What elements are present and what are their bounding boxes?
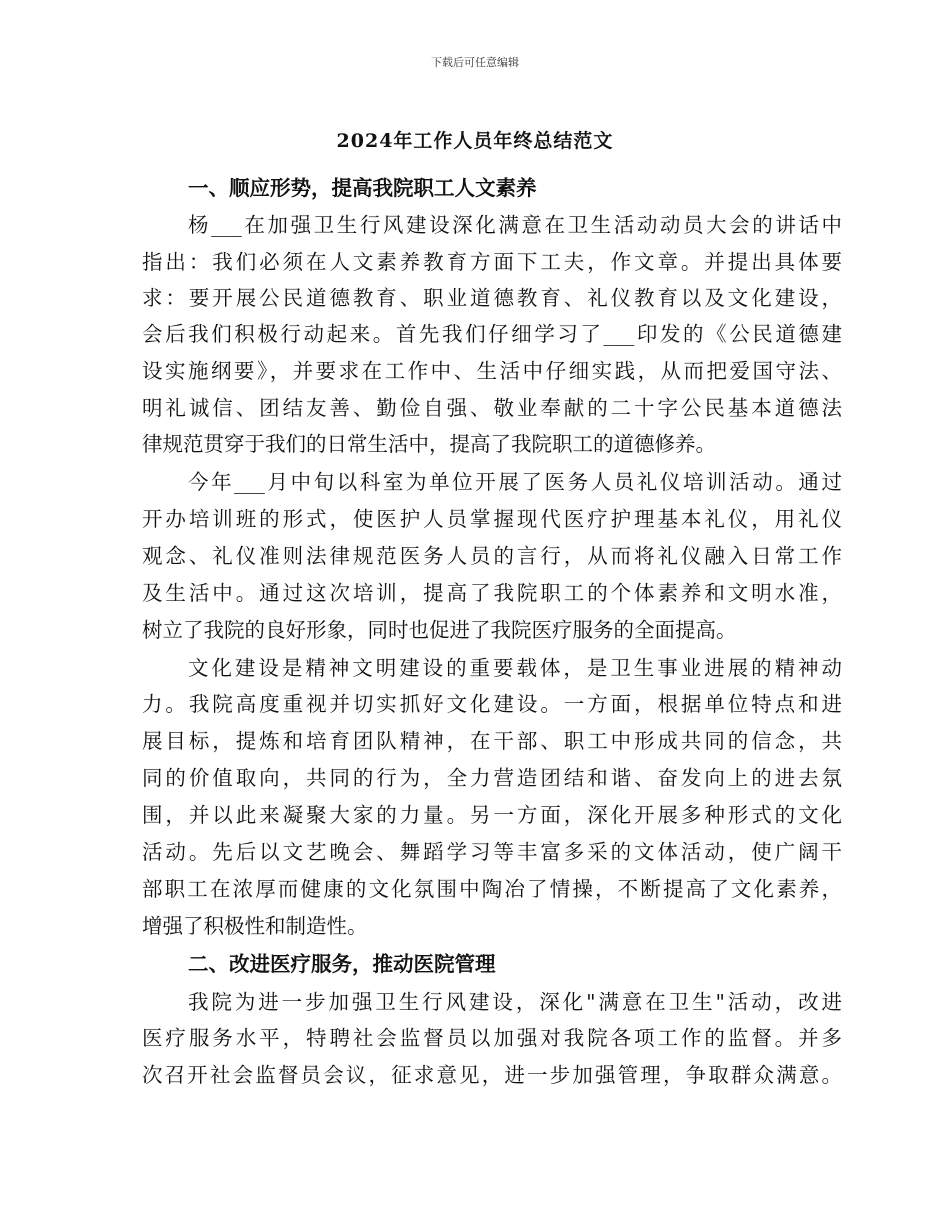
text-line: 杨___在加强卫生行风建设深化满意在卫生活动动员大会的讲话中 xyxy=(188,213,842,237)
text-line: 增强了积极性和制造性。 xyxy=(142,914,368,938)
text-line: 树立了我院的良好形象，同时也促进了我院医疗服务的全面提高。 xyxy=(142,618,737,642)
text-line: 及生活中。通过这次培训，提高了我院职工的个体素养和文明水准， xyxy=(142,581,842,605)
text-line: 活动。先后以文艺晚会、舞蹈学习等丰富多采的文体活动，使广阔干 xyxy=(142,840,842,864)
text-line: 我院为进一步加强卫生行风建设，深化"满意在卫生"活动，改进 xyxy=(188,990,842,1014)
section-heading-1: 一、顺应形势，提高我院职工人文素养 xyxy=(188,176,537,200)
text-line: 医疗服务水平，特聘社会监督员以加强对我院各项工作的监督。并多 xyxy=(142,1026,842,1050)
document-title: 2024年工作人员年终总结范文 xyxy=(336,130,614,152)
page-header: 下载后可任意编辑 xyxy=(431,56,519,69)
text-line: 会后我们积极行动起来。首先我们仔细学习了___印发的《公民道德建 xyxy=(142,322,842,346)
text-line: 部职工在浓厚而健康的文化氛围中陶冶了情操，不断提高了文化素养， xyxy=(142,877,842,901)
text-line: 明礼诚信、团结友善、勤俭自强、敬业奉献的二十字公民基本道德法 xyxy=(142,396,842,420)
text-line: 围，并以此来凝聚大家的力量。另一方面，深化开展多种形式的文化 xyxy=(142,803,842,827)
text-line: 求：要开展公民道德教育、职业道德教育、礼仪教育以及文化建设， xyxy=(142,286,842,310)
text-line: 今年___月中旬以科室为单位开展了医务人员礼仪培训活动。通过 xyxy=(188,470,842,494)
text-line: 设实施纲要》，并要求在工作中、生活中仔细实践，从而把爱国守法、 xyxy=(142,359,842,383)
text-line: 次召开社会监督员会议，征求意见，进一步加强管理，争取群众满意。 xyxy=(142,1063,842,1087)
text-line: 文化建设是精神文明建设的重要载体，是卫生事业进展的精神动 xyxy=(188,656,842,680)
text-line: 律规范贯穿于我们的日常生活中，提高了我院职工的道德修养。 xyxy=(142,432,716,456)
text-line: 力。我院高度重视并切实抓好文化建设。一方面，根据单位特点和进 xyxy=(142,692,842,716)
text-line: 展目标，提炼和培育团队精神，在干部、职工中形成共同的信念，共 xyxy=(142,729,842,753)
section-heading-2: 二、改进医疗服务，推动医院管理 xyxy=(188,952,496,976)
text-line: 观念、礼仪准则法律规范医务人员的言行，从而将礼仪融入日常工作 xyxy=(142,544,842,568)
text-line: 同的价值取向，共同的行为，全力营造团结和谐、奋发向上的进去氛 xyxy=(142,766,842,790)
text-line: 开办培训班的形式，使医护人员掌握现代医疗护理基本礼仪，用礼仪 xyxy=(142,507,842,531)
text-line: 指出：我们必须在人文素养教育方面下工夫，作文章。并提出具体要 xyxy=(142,250,842,274)
